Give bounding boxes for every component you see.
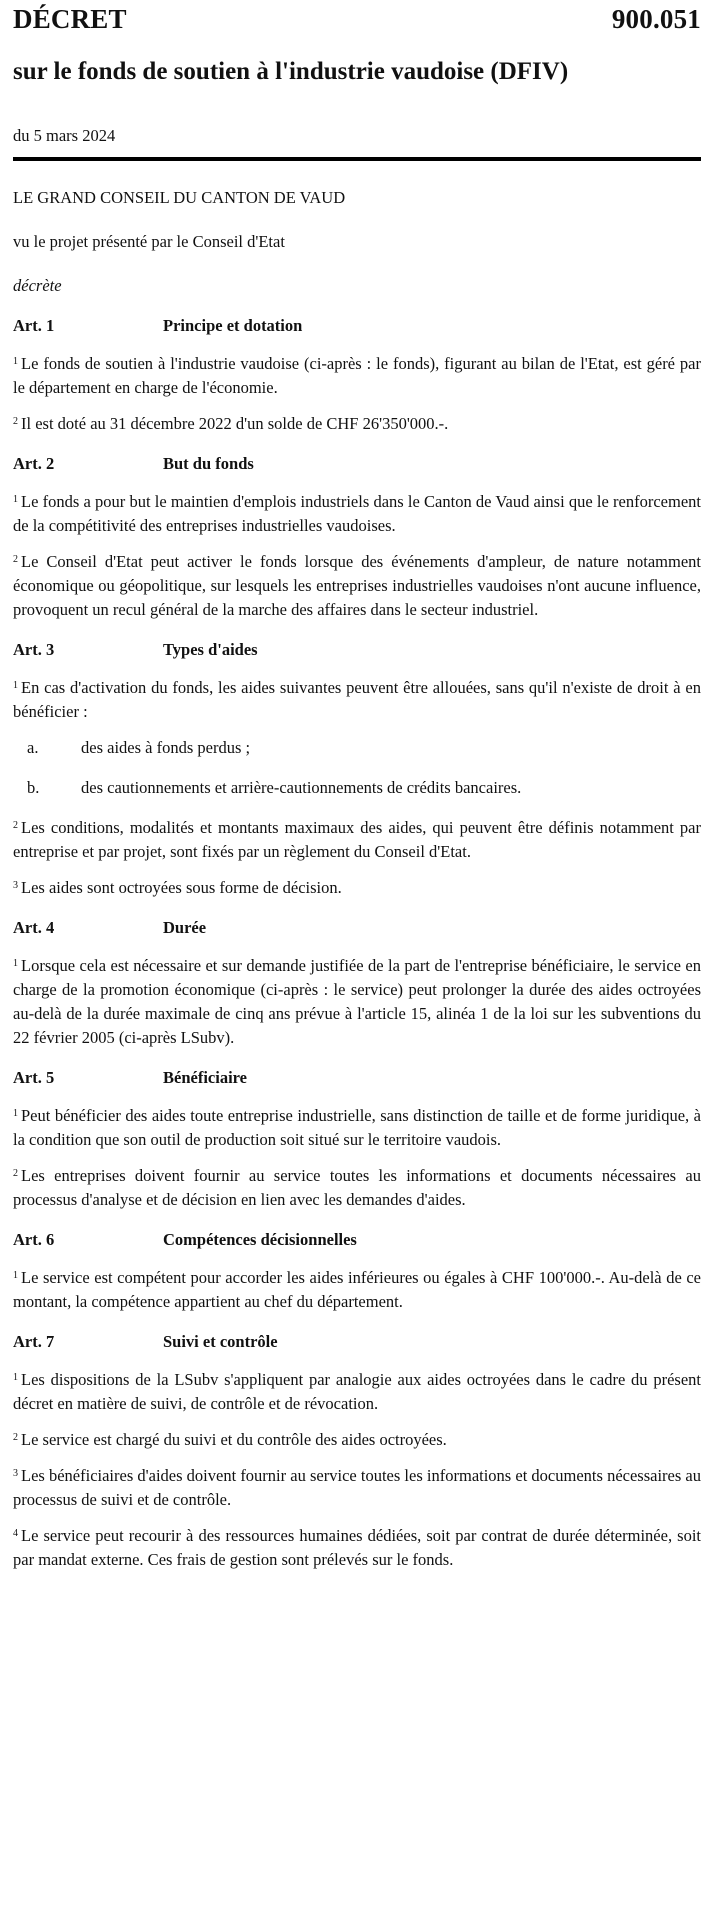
article-paragraph [13, 550, 701, 622]
list-item [13, 736, 701, 760]
paragraph-text: Le fonds a pour but le maintien d'emplois industriels dans le Canton de Vaud ainsi que le renforcement de la compétitivité des entreprises industrielles vaudoises. [13, 492, 701, 535]
list-item-text: des cautionnements et arrière-cautionnements de crédits bancaires. [81, 778, 522, 797]
issuing-authority: LE GRAND CONSEIL DU CANTON DE VAUD [13, 188, 346, 207]
article [13, 1228, 701, 1330]
article-number: Art. 6 [13, 1230, 55, 1249]
article-paragraph [13, 876, 701, 900]
document-title: sur le fonds de soutien à l'industrie vaudoise (DFIV) [13, 58, 569, 85]
article-number: Art. 5 [13, 1068, 55, 1087]
document-type: DÉCRET [13, 4, 127, 34]
document-number: 900.051 [611, 4, 701, 34]
list-item-text: des aides à fonds perdus ; [81, 738, 251, 757]
article [13, 314, 701, 452]
article-heading [13, 452, 701, 476]
article [13, 452, 701, 638]
decree-page [13, 0, 701, 1569]
article-paragraph [13, 676, 701, 724]
paragraph-text: Les conditions, modalités et montants maximaux des aides, qui peuvent être définis notamment par entreprise et par projet, sont fixés par un règlement du Conseil d'Etat. [13, 818, 701, 861]
paragraph-text: Peut bénéficier des aides toute entreprise industrielle, sans distinction de taille et de forme juridique, à la condition que son outil de production soit situé sur le territoire vaudois. [13, 1106, 701, 1149]
paragraph-text: Il est doté au 31 décembre 2022 d'un solde de CHF 26'350'000.-. [21, 414, 449, 433]
paragraph-number: 2 [13, 1432, 18, 1443]
document-date: du 5 mars 2024 [13, 126, 116, 145]
paragraph-text: Les entreprises doivent fournir au service toutes les informations et documents nécessaires au processus d'analyse et de décision en lien avec les demandes d'aides. [13, 1166, 701, 1209]
article-paragraph [13, 1524, 701, 1572]
list-item-letter: b. [27, 778, 40, 797]
paragraph-text: En cas d'activation du fonds, les aides suivantes peuvent être allouées, sans qu'il n'existe de droit à en bénéficier : [13, 678, 701, 721]
document-header [13, 0, 701, 40]
header-divider [13, 157, 701, 161]
article [13, 638, 701, 916]
paragraph-text: Lorsque cela est nécessaire et sur demande justifiée de la part de l'entreprise bénéficiaire, le service en charge de la promotion économique (ci-après : le service) peut prolonger la durée des aides octroyées au-delà de la durée maximale de cinq ans prévue à l'article 15, alinéa 1 de la loi sur les subventions du 22 février 2005 (ci-après LSubv). [13, 956, 701, 1047]
article-paragraph [13, 954, 701, 1050]
article-heading [13, 1066, 701, 1090]
paragraph-number: 1 [13, 1270, 18, 1281]
paragraph-number: 3 [13, 1468, 18, 1479]
paragraph-number: 1 [13, 1372, 18, 1383]
paragraph-number: 2 [13, 554, 18, 565]
paragraph-number: 1 [13, 494, 18, 505]
paragraph-number: 1 [13, 958, 18, 969]
paragraph-number: 2 [13, 416, 18, 427]
article-number: Art. 7 [13, 1332, 55, 1351]
paragraph-text: Le service est chargé du suivi et du contrôle des aides octroyées. [21, 1430, 447, 1449]
paragraph-number: 1 [13, 1108, 18, 1119]
aid-types-list [13, 736, 701, 800]
article-title: Principe et dotation [163, 316, 303, 335]
paragraph-number: 1 [13, 356, 18, 367]
paragraph-number: 1 [13, 680, 18, 691]
paragraph-text: Le service peut recourir à des ressources humaines dédiées, soit par contrat de durée déterminée, soit par mandat externe. Ces frais de gestion sont prélevés sur le fonds. [13, 1526, 701, 1569]
article [13, 1066, 701, 1228]
preamble [13, 186, 701, 298]
paragraph-number: 2 [13, 1168, 18, 1179]
article-paragraph [13, 412, 701, 436]
article-number: Art. 1 [13, 316, 55, 335]
article-number: Art. 3 [13, 640, 55, 659]
article-heading [13, 314, 701, 338]
article-title: Types d'aides [163, 640, 258, 659]
articles-list [13, 314, 701, 1588]
article-paragraph [13, 352, 701, 400]
article [13, 916, 701, 1066]
article-title: Compétences décisionnelles [163, 1230, 357, 1249]
article-heading [13, 1228, 701, 1252]
list-item-letter: a. [27, 738, 39, 757]
article-paragraph [13, 1368, 701, 1416]
article-paragraph [13, 1266, 701, 1314]
paragraph-text: Le Conseil d'Etat peut activer le fonds lorsque des événements d'ampleur, de nature notamment économique ou géopolitique, sur lesquels les entreprises industrielles vaudoises n'ont aucune influence, provoquent un recul général de la marche des affaires dans le secteur industriel. [13, 552, 701, 619]
article-title: Suivi et contrôle [163, 1332, 278, 1351]
paragraph-number: 2 [13, 820, 18, 831]
considering-clause: vu le projet présenté par le Conseil d'Etat [13, 232, 285, 251]
paragraph-number: 3 [13, 880, 18, 891]
paragraph-number: 4 [13, 1528, 18, 1539]
article-paragraph [13, 1464, 701, 1512]
article-heading [13, 1330, 701, 1354]
paragraph-text: Les aides sont octroyées sous forme de décision. [21, 878, 342, 897]
article-spacer [13, 1584, 701, 1588]
article-heading [13, 638, 701, 662]
paragraph-text: Les bénéficiaires d'aides doivent fournir au service toutes les informations et documents nécessaires au processus de suivi et de contrôle. [13, 1466, 701, 1509]
article-paragraph [13, 1104, 701, 1152]
article-title: But du fonds [163, 454, 254, 473]
article-title: Bénéficiaire [163, 1068, 247, 1087]
article-number: Art. 4 [13, 918, 55, 937]
article [13, 1330, 701, 1588]
paragraph-text: Le fonds de soutien à l'industrie vaudoise (ci-après : le fonds), figurant au bilan de l'Etat, est géré par le département en charge de l'économie. [13, 354, 701, 397]
paragraph-text: Le service est compétent pour accorder les aides inférieures ou égales à CHF 100'000.-. Au-delà de ce montant, la compétence appartient au chef du département. [13, 1268, 701, 1311]
enacting-clause: décrète [13, 276, 62, 295]
paragraph-text: Les dispositions de la LSubv s'appliquent par analogie aux aides octroyées dans le cadre du présent décret en matière de suivi, de contrôle et de révocation. [13, 1370, 701, 1413]
list-item [13, 776, 701, 800]
article-paragraph [13, 1428, 701, 1452]
article-paragraph [13, 1164, 701, 1212]
decree-body [13, 186, 701, 1588]
article-paragraph [13, 816, 701, 864]
article-number: Art. 2 [13, 454, 55, 473]
article-title: Durée [163, 918, 207, 937]
article-heading [13, 916, 701, 940]
article-paragraph [13, 490, 701, 538]
